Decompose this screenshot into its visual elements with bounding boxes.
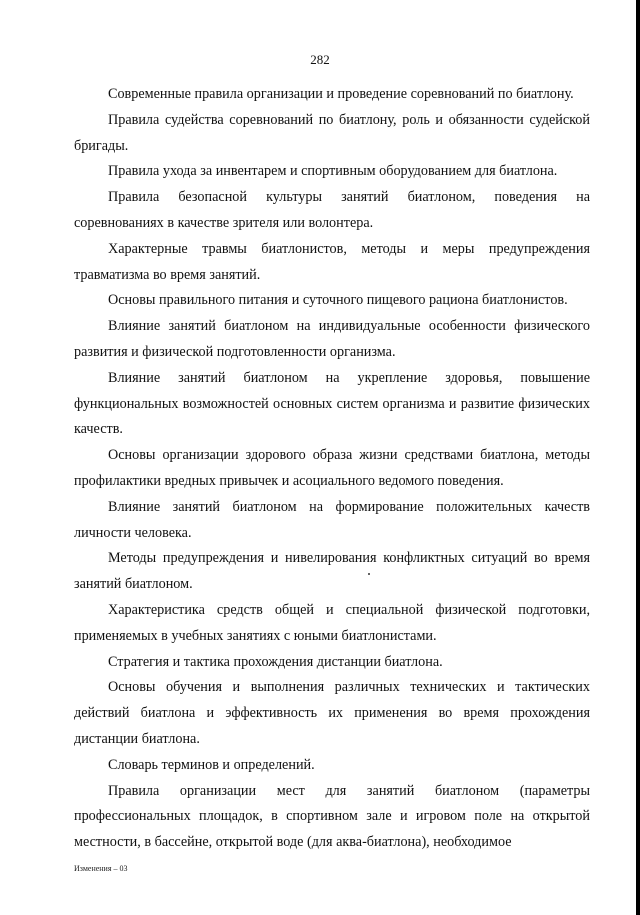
paragraph: Правила ухода за инвентарем и спортивным оборудованием для биатлона. — [108, 163, 558, 180]
scan-speck — [368, 573, 370, 575]
paragraph: Правила безопасной культуры занятий биатлоном, поведения на соревнованиях в качестве зрителя или волонтера. — [74, 189, 590, 231]
paragraph: Влияние занятий биатлоном на индивидуальные особенности физического развития и физической подготовленности организма. — [74, 318, 590, 360]
paragraph: Стратегия и тактика прохождения дистанции биатлона. — [108, 653, 443, 670]
paragraph: Характеристика средств общей и специальной физической подготовки, применяемых в учебных занятиях с юными биатлонистами. — [74, 601, 590, 644]
paragraph: Правила судейства соревнований по биатлону, роль и обязанности судейской бригады. — [74, 111, 590, 154]
paragraph: Основы организации здорового образа жизни средствами биатлона, методы профилактики вредных привычек и асоциального ведомого поведения. — [74, 447, 590, 489]
scan-edge — [636, 0, 640, 915]
paragraph: Характерные травмы биатлонистов, методы и меры предупреждения травматизма во время занятий. — [74, 240, 590, 283]
paragraph: Методы предупреждения и нивелирования конфликтных ситуаций во время занятий биатлоном. — [74, 550, 590, 593]
paragraph: Основы обучения и выполнения различных технических и тактических действий биатлона и эффективность их применения во время прохождения дистанции биатлона. — [74, 679, 590, 747]
page-number: 282 — [310, 52, 330, 67]
paragraph: Влияние занятий биатлоном на формирование положительных качеств личности человека. — [74, 498, 590, 541]
paragraph: Правила организации мест для занятий биатлоном (параметры профессиональных площадок, в спортивном зале и игровом поле на открытой местности, в бассейне, открытой воде (для аква-биатлона), необходимое — [74, 782, 590, 851]
revision-footer: Изменения – 03 — [74, 864, 128, 873]
page-body — [74, 82, 590, 856]
paragraph: Словарь терминов и определений. — [108, 756, 315, 773]
paragraph: Современные правила организации и проведение соревнований по биатлону. — [108, 86, 574, 102]
paragraph: Основы правильного питания и суточного пищевого рациона биатлонистов. — [108, 292, 568, 309]
paragraph: Влияние занятий биатлоном на укрепление здоровья, повышение функциональных возможностей основных систем организма и развитие физических качеств. — [74, 369, 590, 438]
